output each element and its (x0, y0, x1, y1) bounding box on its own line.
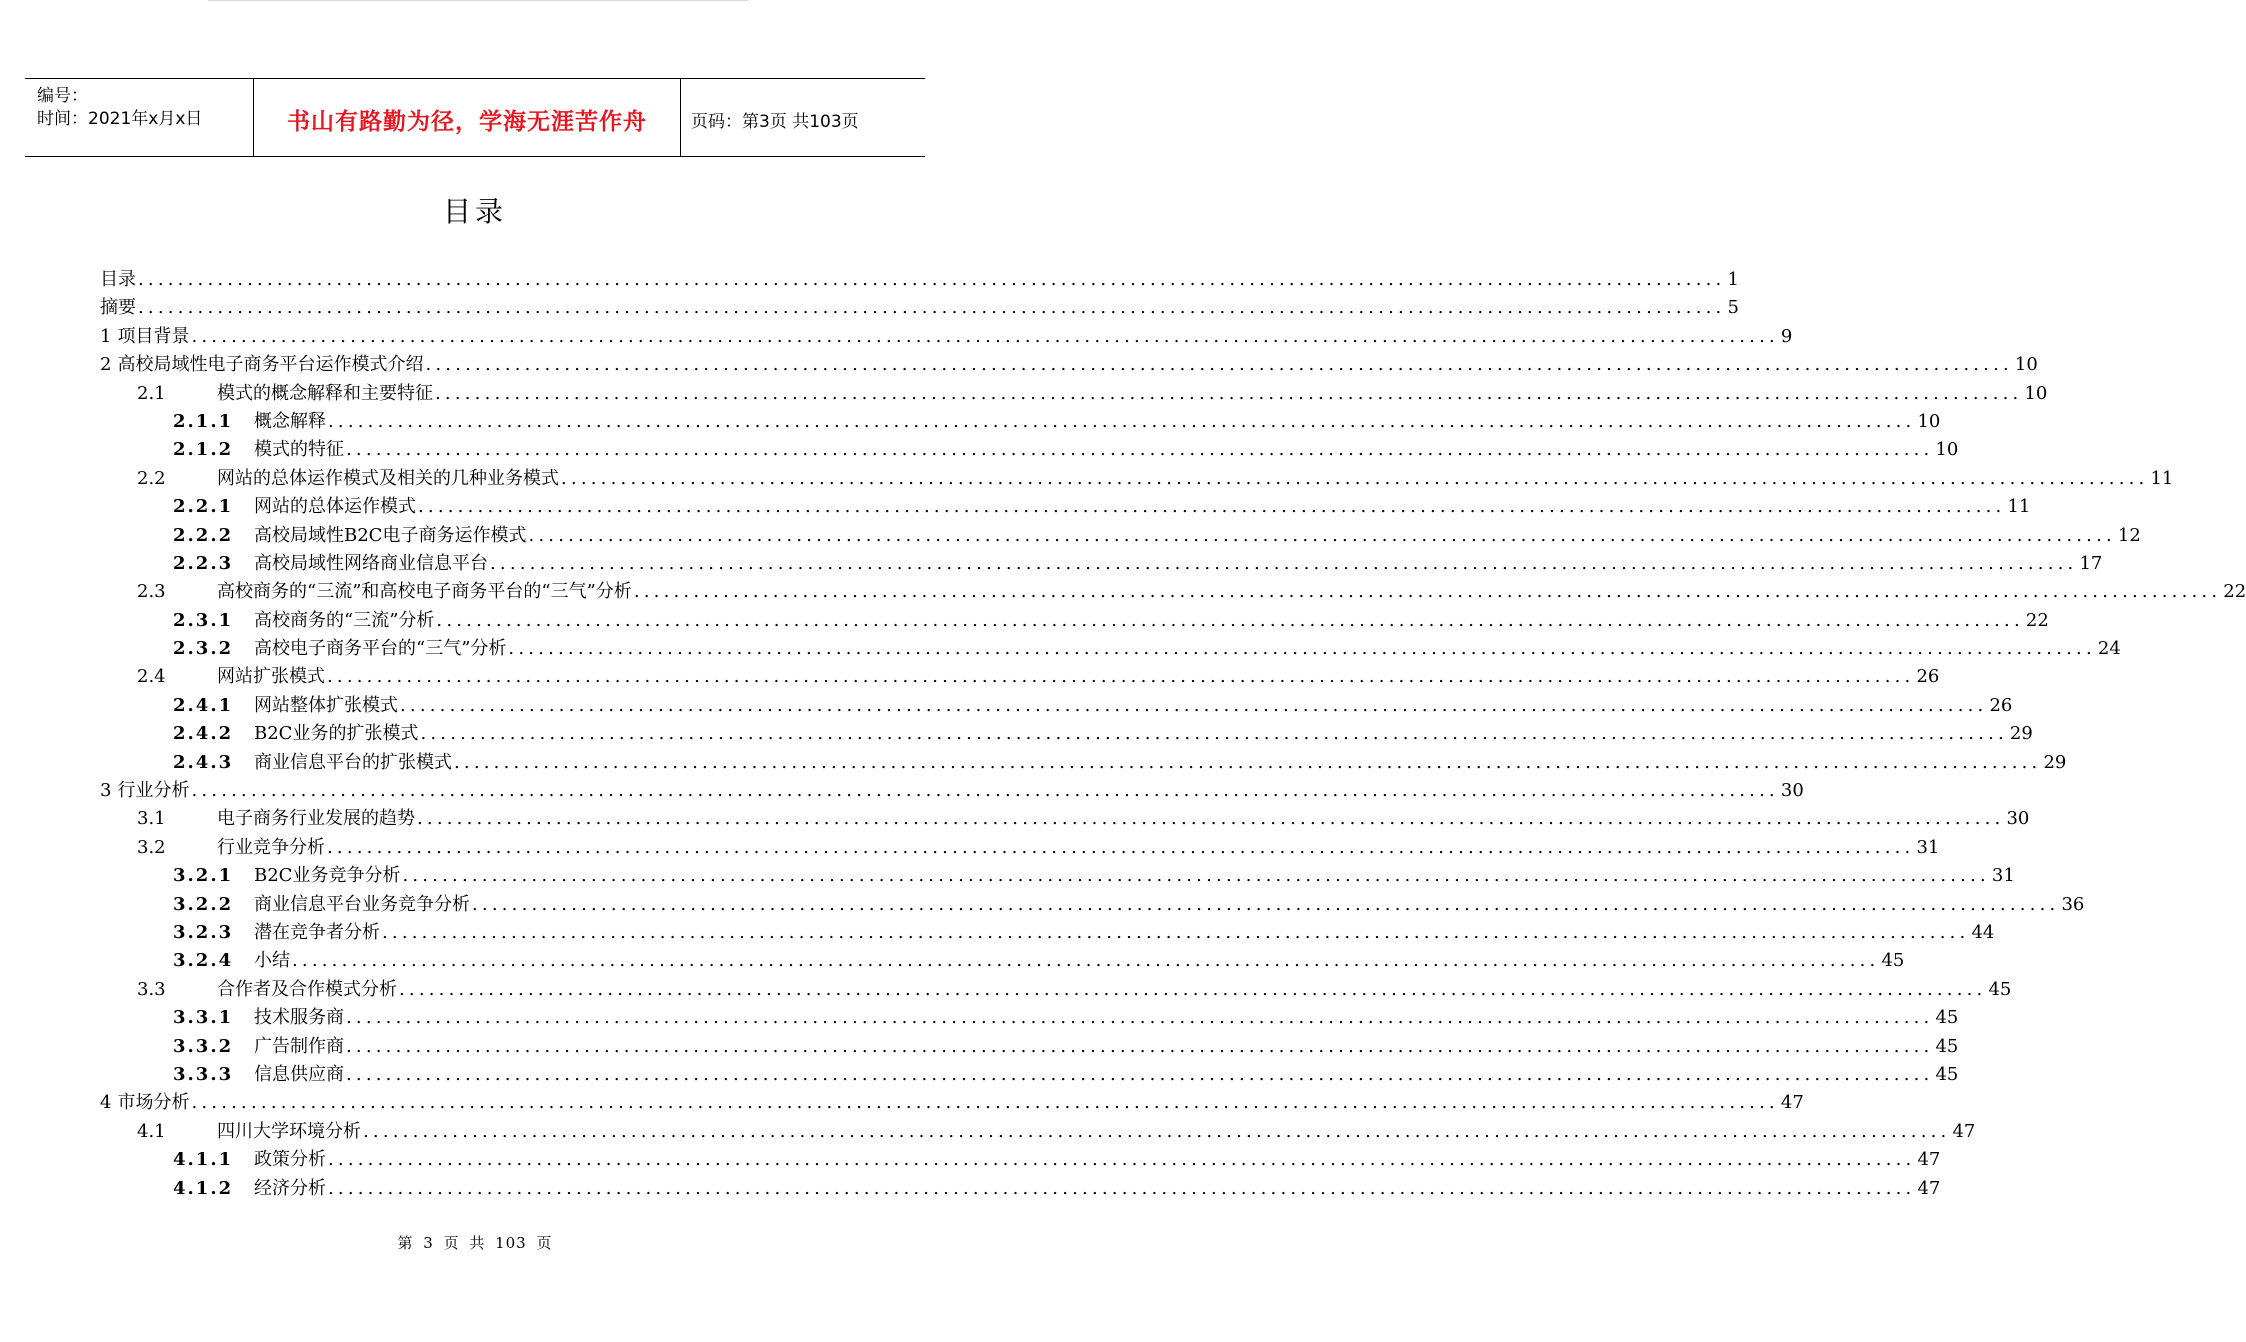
toc-leader-dots: ................................................................................................................................................................ (191, 780, 1779, 802)
toc-leader-dots: ................................................................................................................................................................ (418, 496, 2006, 518)
toc-entry[interactable] (100, 777, 1804, 805)
header-motto-cell (254, 79, 681, 156)
toc-entry-number: 2.4.3 (173, 751, 234, 773)
toc-leader-dots: ................................................................................................................................................................ (528, 524, 2116, 546)
toc-entry-page: 47 (1917, 1149, 1941, 1171)
toc-entry-page: 45 (1935, 1007, 1959, 1029)
toc-entry-title: 网站扩张模式 (217, 666, 325, 688)
toc-entry[interactable] (100, 1061, 1959, 1089)
toc-entry-page: 10 (1917, 410, 1941, 432)
toc-leader-dots: ................................................................................................................................................................ (138, 297, 1726, 319)
toc-entry-number: 3.2 (137, 836, 166, 858)
page-header (25, 78, 925, 157)
toc-entry-page: 10 (2024, 382, 2048, 404)
toc-leader-dots: ................................................................................................................................................................ (420, 723, 2008, 745)
toc-entry-number: 2.2.3 (173, 552, 234, 574)
toc-entry[interactable] (100, 578, 2246, 606)
toc-leader-dots: ................................................................................................................................................................ (402, 865, 1990, 887)
toc-entry[interactable] (100, 522, 2141, 550)
toc-entry-title: 电子商务行业发展的趋势 (217, 808, 415, 830)
toc-entry[interactable] (100, 805, 2030, 833)
toc-entry[interactable] (100, 919, 1995, 947)
toc-entry-title: 经济分析 (254, 1177, 326, 1199)
toc-leader-dots: ................................................................................................................................................................ (328, 1149, 1916, 1171)
toc-entry[interactable] (100, 550, 2103, 578)
toc-entry-number: 3 (100, 780, 112, 802)
toc-entry-title: 高校局域性B2C电子商务运作模式 (254, 524, 527, 546)
toc-entry[interactable] (100, 947, 1905, 975)
toc-entry-number: 3.2.3 (173, 921, 234, 943)
toc-leader-dots: ................................................................................................................................................................ (328, 1177, 1916, 1199)
toc-entry-number: 4 (100, 1092, 112, 1114)
toc-entry-page: 47 (1780, 1092, 1804, 1114)
toc-entry[interactable] (100, 465, 2174, 493)
toc-entry[interactable] (100, 351, 2038, 379)
toc-entry-title: 政策分析 (254, 1149, 326, 1171)
toc-entry[interactable] (100, 436, 1959, 464)
toc-entry-number: 1 (100, 325, 112, 347)
toc-entry-page: 30 (1780, 780, 1804, 802)
toc-entry-title: 信息供应商 (254, 1063, 344, 1085)
toc-entry-page: 31 (1991, 865, 2015, 887)
toc-leader-dots: ................................................................................................................................................................ (191, 1092, 1779, 1114)
toc-entry-number: 4.1.2 (173, 1177, 234, 1199)
toc-entry-page: 10 (1935, 439, 1959, 461)
toc-leader-dots: ................................................................................................................................................................ (382, 921, 1970, 943)
toc-entry-number: 3.3 (137, 978, 166, 1000)
toc-entry[interactable] (100, 1118, 1976, 1146)
header-page-cell (681, 79, 925, 156)
toc-leader-dots: ................................................................................................................................................................ (399, 978, 1987, 1000)
toc-leader-dots: ................................................................................................................................................................ (346, 1035, 1934, 1057)
toc-entry-page: 45 (1881, 950, 1905, 972)
toc-entry-title: B2C业务竞争分析 (254, 865, 401, 887)
toc-leader-dots: ................................................................................................................................................................ (633, 581, 2222, 603)
toc-entry-title: 目录 (100, 269, 136, 290)
toc-entry-title: 广告制作商 (254, 1035, 344, 1057)
toc-entry-title: 摘要 (100, 297, 136, 319)
toc-entry-title: 技术服务商 (254, 1007, 344, 1029)
toc-entry[interactable] (100, 663, 1940, 691)
toc-leader-dots: ................................................................................................................................................................ (454, 751, 2042, 773)
toc-entry-number: 2.4 (137, 666, 166, 688)
toc-entry-number: 4.1 (137, 1120, 166, 1142)
toc-entry[interactable] (100, 834, 1940, 862)
toc-entry-title: 高校局域性网络商业信息平台 (254, 552, 488, 574)
toc-entry-title: 商业信息平台的扩张模式 (254, 751, 452, 773)
toc-entry-title: 项目背景 (117, 325, 190, 347)
toc-entry-number: 2.3.2 (173, 638, 234, 660)
toc-entry[interactable] (100, 380, 2048, 408)
document-number-label: 编号： (37, 86, 88, 106)
toc-entry-title: 网站整体扩张模式 (254, 694, 398, 716)
toc-entry[interactable] (100, 976, 2012, 1004)
toc-leader-dots: ................................................................................................................................................................ (472, 893, 2060, 915)
toc-entry-number: 2.4.2 (173, 723, 234, 745)
toc-entry-number: 2.2.2 (173, 524, 234, 546)
toc-entry[interactable] (100, 692, 2013, 720)
toc-entry[interactable] (100, 607, 2049, 635)
toc-entry-page: 31 (1916, 836, 1940, 858)
toc-leader-dots: ................................................................................................................................................................ (346, 439, 1934, 461)
toc-leader-dots: ................................................................................................................................................................ (138, 269, 1726, 290)
toc-entry-title: 四川大学环境分析 (217, 1120, 361, 1142)
toc-entry-number: 2.4.1 (173, 694, 234, 716)
toc-leader-dots: ................................................................................................................................................................ (327, 836, 1915, 858)
toc-entry-title: 商业信息平台业务竞争分析 (254, 893, 470, 915)
toc-entry[interactable] (100, 862, 2015, 890)
toc-entry-page: 26 (1916, 666, 1940, 688)
header-page-label: 页码：第3页 共103页 (691, 112, 859, 132)
toc-entry-page: 17 (2079, 552, 2103, 574)
toc-entry-title: 行业竞争分析 (217, 836, 325, 858)
toc-entry[interactable] (100, 294, 1739, 322)
toc-entry-page: 22 (2223, 581, 2246, 603)
toc-entry-title: 潜在竞争者分析 (254, 921, 380, 943)
toc-leader-dots: ................................................................................................................................................................ (508, 638, 2096, 660)
page-footer: 第 3 页 共 103 页 (397, 1234, 553, 1252)
toc-entry-number: 3.3.3 (173, 1063, 234, 1085)
header-motto: 书山有路勤为径，学海无涯苦作舟 (287, 109, 647, 135)
toc-entry[interactable] (100, 720, 2033, 748)
toc-entry-page: 1 (1727, 269, 1739, 290)
toc-entry[interactable] (100, 1004, 1959, 1032)
toc-leader-dots: ................................................................................................................................................................ (435, 382, 2023, 404)
toc-leader-dots: ................................................................................................................................................................ (292, 950, 1880, 972)
toc-entry[interactable] (100, 635, 2121, 663)
toc-entry-page: 47 (1917, 1177, 1941, 1199)
toc-entry-title: 模式的特征 (254, 439, 344, 461)
header-info-cell (25, 79, 254, 156)
toc-entry-number: 2.1.1 (173, 410, 234, 432)
toc-leader-dots: ................................................................................................................................................................ (346, 1007, 1934, 1029)
toc-entry-page: 26 (1989, 694, 2013, 716)
toc-entry-title: 合作者及合作模式分析 (217, 978, 397, 1000)
toc-entry-number: 2.1 (137, 382, 166, 404)
toc-entry-title: 概念解释 (254, 410, 326, 432)
toc-entry-title: 网站的总体运作模式及相关的几种业务模式 (217, 467, 559, 489)
toc-leader-dots: ................................................................................................................................................................ (425, 354, 2013, 376)
toc-entry-number: 3.2.4 (173, 950, 234, 972)
toc-entry-page: 47 (1952, 1120, 1976, 1142)
toc-entry-page: 12 (2117, 524, 2141, 546)
toc-entry-page: 11 (2007, 496, 2031, 518)
toc-entry-number: 2.2 (137, 467, 166, 489)
toc-entry-title: 小结 (254, 950, 290, 972)
toc-leader-dots: ................................................................................................................................................................ (417, 808, 2005, 830)
toc-entry-page: 22 (2025, 609, 2049, 631)
toc-entry[interactable] (100, 749, 2067, 777)
toc-entry[interactable] (100, 323, 1793, 351)
toc-entry-title: 高校商务的“三流”和高校电子商务平台的“三气”分析 (217, 581, 632, 603)
toc-entry-page: 11 (2150, 467, 2174, 489)
toc-entry-number: 2.1.2 (173, 439, 234, 461)
toc-entry-title: 高校商务的“三流”分析 (254, 609, 435, 631)
toc-entry-title: 高校电子商务平台的“三气”分析 (254, 638, 507, 660)
top-rule (208, 0, 748, 1)
toc-entry-page: 10 (2014, 354, 2038, 376)
toc-leader-dots: ................................................................................................................................................................ (400, 694, 1988, 716)
toc-leader-dots: ................................................................................................................................................................ (363, 1120, 1951, 1142)
toc-leader-dots: ................................................................................................................................................................ (561, 467, 2149, 489)
toc-leader-dots: ................................................................................................................................................................ (346, 1063, 1934, 1085)
toc-entry-number: 3.1 (137, 808, 166, 830)
toc-entry-page: 45 (1988, 978, 2012, 1000)
toc-entry-page: 44 (1971, 921, 1995, 943)
toc-entry-title: 网站的总体运作模式 (254, 496, 416, 518)
toc-leader-dots: ................................................................................................................................................................ (191, 325, 1779, 347)
toc-entry-number: 2 (100, 354, 112, 376)
toc-entry[interactable] (100, 891, 2085, 919)
toc-entry[interactable] (100, 1146, 1941, 1174)
toc-entry-number: 2.3.1 (173, 609, 234, 631)
toc-entry-number: 2.3 (137, 581, 166, 603)
toc-entry[interactable] (100, 1175, 1941, 1203)
toc-entry-page: 5 (1727, 297, 1739, 319)
toc-entry-page: 24 (2097, 638, 2121, 660)
toc-entry-number: 3.3.1 (173, 1007, 234, 1029)
toc-entry[interactable] (100, 493, 2031, 521)
toc-entry[interactable] (100, 1033, 1959, 1061)
toc-entry-number: 3.3.2 (173, 1035, 234, 1057)
toc-entry-page: 36 (2061, 893, 2085, 915)
toc-leader-dots: ................................................................................................................................................................ (436, 609, 2024, 631)
toc-entry-title: 模式的概念解释和主要特征 (217, 382, 433, 404)
page-title: 目录 (442, 195, 507, 228)
toc-entry-title: 高校局域性电子商务平台运作模式介绍 (117, 354, 424, 376)
toc-entry-page: 29 (2043, 751, 2067, 773)
toc-entry-page: 45 (1935, 1063, 1959, 1085)
toc-entry-number: 2.2.1 (173, 496, 234, 518)
toc-entry-title: 市场分析 (117, 1092, 190, 1114)
toc-entry[interactable] (100, 1089, 1804, 1117)
toc-entry[interactable] (100, 266, 1739, 294)
toc-entry[interactable] (100, 408, 1941, 436)
toc-entry-page: 30 (2006, 808, 2030, 830)
document-time-label: 时间：2021年x月x日 (37, 109, 203, 129)
toc-entry-page: 29 (2009, 723, 2033, 745)
toc-leader-dots: ................................................................................................................................................................ (328, 410, 1916, 432)
toc-entry-page: 9 (1780, 325, 1793, 347)
toc-entry-page: 45 (1935, 1035, 1959, 1057)
toc-entry-title: 行业分析 (117, 780, 190, 802)
toc-entry-title: B2C业务的扩张模式 (254, 723, 419, 745)
table-of-contents (100, 266, 2246, 1203)
toc-leader-dots: ................................................................................................................................................................ (490, 552, 2078, 574)
toc-leader-dots: ................................................................................................................................................................ (327, 666, 1915, 688)
toc-entry-number: 3.2.2 (173, 893, 234, 915)
toc-entry-number: 4.1.1 (173, 1149, 234, 1171)
toc-entry-number: 3.2.1 (173, 865, 234, 887)
